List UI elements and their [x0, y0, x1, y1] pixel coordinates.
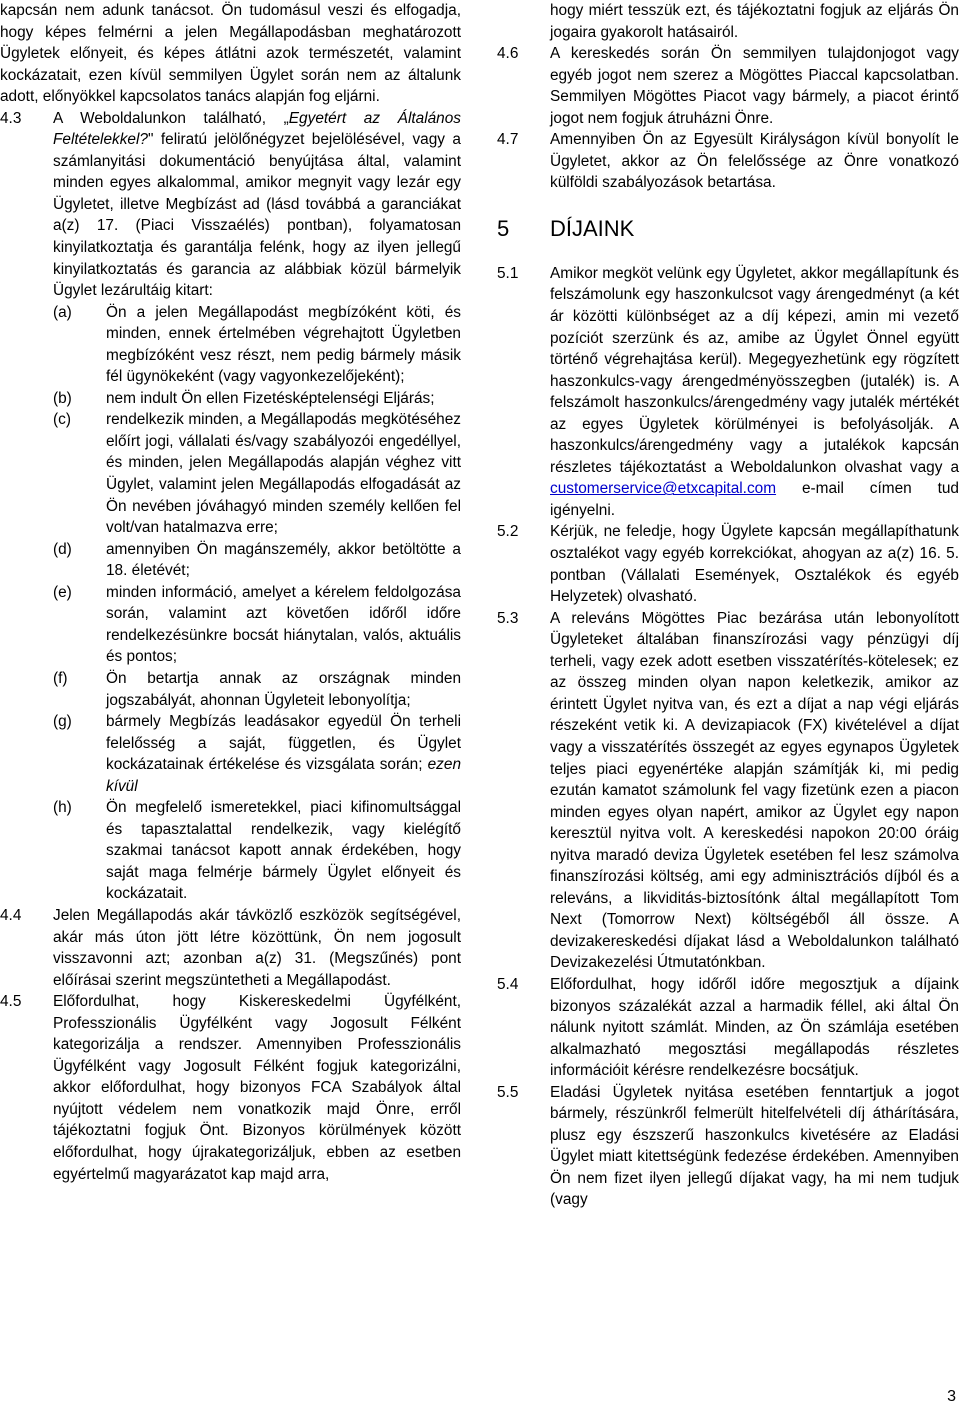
list-item-text: bármely Megbízás leadásakor egyedül Ön terheli felelősség a saját, független, és Ügylet kockázatainak értékelése és vizsgálata során; — [106, 713, 461, 774]
list-item-label: (f) — [53, 669, 68, 687]
section-number: 5.4 — [497, 975, 519, 993]
list-item-text: nem indult Ön ellen Fizetésképtelenségi Eljárás; — [106, 389, 435, 407]
list-item-text: rendelkezik minden, a Megállapodás megkötéséhez előírt jogi, vállalati és/vagy szabályozói engedéllyel, és minden, jelen Megállapodás alapján véghez vitt Ügylet, valamint jelen Megállapodás elfogadását az Ön nevében jóváhagyó minden személy kellően fel volt/van hatalmazva erre; — [106, 411, 461, 537]
warranty-list — [0, 302, 461, 905]
checkbox-label-quote: Egyetért az Általános Feltételekkel? — [53, 109, 461, 149]
section-text-post: " feliratú jelölőnégyzet bejelölésével, vagy a számlanyitási dokumentáció benyújtása által, valamint minden egyes alkalommal, amikor megnyit vagy lezár egy Ügyletet, illetve Megbízást ad (lásd továbbá a garanciákat a(z) 17. (Piaci Visszaélés) pontban), folyamatosan kinyilatkoztatja és garantálja felénk, hogy az ilyen jellegű kinyilatkoztatás és garancia az alábbiak közül bármelyik Ügylet lezárultáig kitart: — [53, 131, 461, 300]
section-5-2 — [497, 521, 959, 607]
list-item-text: minden információ, amelyet a kérelem feldolgozása során, valamint azt követően időről időre rendelkezésünkre bocsát hiánytalan, valós, aktuális és pontos; — [106, 583, 461, 666]
list-item-label: (b) — [53, 389, 72, 407]
section-4-3 — [0, 108, 461, 302]
section-number: 4.5 — [0, 993, 22, 1011]
list-item-text: amennyiben Ön magánszemély, akkor betöltötte a 18. életévét; — [106, 540, 461, 580]
intro-paragraph: kapcsán nem adunk tanácsot. Ön tudomásul veszi és elfogadja, hogy képes felmérni a jelen Megállapodásban meghatározott Ügyletek előnyeit, és képes átlátni azok természetét, valamint kockázatait, ezen kívül semmilyen Ügylet során nem az általunk adott, előnyökkel kapcsolatos tanács alapján fog eljárni. — [0, 2, 461, 106]
section-number: 5.5 — [497, 1083, 519, 1101]
continuation-paragraph: hogy miért tesszük ezt, és tájékoztatni fogjuk az eljárás Ön jogaira gyakorolt hatásairól. — [550, 2, 959, 41]
chapter-title: DÍJAINK — [550, 215, 635, 241]
chapter-number: 5 — [497, 215, 510, 241]
section-text: A releváns Mögöttes Piac bezárása után lebonyolított Ügyleteket általában finanszírozási vagy pénzügyi díj terheli, vagy ezek adott esetben visszatérítés-kötelesek; ez az összeg minden olyan napon keletkezik, amikor az érintett Ügylet nyitva van, és ezt a díjat a nap végi eljárás részeként vetik ki. A devizapiacok (FX) kivételével a díjat vagy a visszatérítés összegét az egyes egynapos Ügyletek teljes piaci egyenértéke alapján számítják ki, mi pedig ezután kamatot számolunk fel vagy fizetünk ezen a piacon minden egyes olyan napért, amikor az Ügylet egy napon keresztül nyitva volt. A kereskedési napokon 20:00 óráig nyitva maradó deviza Ügyletek esetében fel lesz számolva finanszírozási költség, ami egy adminisztrációs díjból és a releváns, a likviditás-biztosítónk által megállapított Tom Next (Tomorrow Next) költségéből áll össze. A devizakereskedési díjakat lásd a Weboldalunkon található Devizakezelési Útmutatónkban. — [550, 609, 959, 972]
right-column — [497, 0, 959, 1211]
section-5-1 — [497, 263, 959, 522]
list-item-text: Ön megfelelő ismeretekkel, piaci kifinomultsággal és tapasztalattal rendelkezik, vagy kielégítő szakmai tanácsot kapott annak érdekében, hogy saját maga felmérje bármely Ügylet előnyeit és kockázatait. — [106, 799, 461, 903]
list-item-label: (e) — [53, 583, 72, 601]
section-text: Jelen Megállapodás akár távközlő eszközök segítségével, akár más úton jött létre közöttünk, Ön nem jogosult visszavonni azt; azonban a(z) 31. (Megszűnés) pont előírásai szerint megszüntetheti a Megállapodást. — [53, 906, 461, 989]
section-text: Amikor megköt velünk egy Ügyletet, akkor megállapítunk és felszámolunk egy haszonkulcsot vagy árengedményt (a két ár közötti különbséget az a díj képezi, amin mi vezető pozíciót szerzünk és az, amibe az Ügylet Önnel együtt történő végrehajtása kerül). Megegyezhetünk egy rögzített haszonkulcs-vagy árengedményösszegben (jutalék) is. A felszámolt haszonkulcs/árengedmény vagy jutalék mértékét az egyes Ügyletek körülményei is befolyásolják. A haszonkulcs/árengedmény vagy a jutalékok kapcsán részletes tájékoztatást a Weboldalunkon olvashat vagy a — [550, 264, 959, 476]
section-number: 4.4 — [0, 906, 22, 924]
section-4-7 — [497, 129, 959, 194]
section-text: A kereskedés során Ön semmilyen tulajdonjogot vagy egyéb jogot nem szerez a Mögöttes Piaccal kapcsolatban. Semmilyen Mögöttes Piacot vagy bármely, a piacot érintő jogot nem fogjuk átruházni Önre. — [550, 45, 959, 127]
list-item — [53, 388, 461, 410]
section-text: Eladási Ügyletek nyitása esetében fenntartjuk a jogot bármely, részünkről felmerült hitelfelvételi díj áthárítására, plusz egy észszerű haszonkulcs kivetésére az Eladási Ügylet miatt kitettségünk fedezése érdekében. Amennyiben Ön nem fizet ilyen jellegű díjakat vagy, ha mi nem tudjuk (vagy — [550, 1083, 959, 1209]
section-4-6 — [497, 43, 959, 129]
list-item-text: Ön a jelen Megállapodást megbízóként köti, és minden, ennek értelmében végrehajtott Ügyletben megbízóként vesz részt, nem pedig bármely másik fél ügynökeként (vagy vagyonkezelőjeként); — [106, 303, 461, 386]
list-item-italic-tail: ezen kívül — [106, 756, 461, 795]
list-item — [53, 409, 461, 538]
list-item-label: (c) — [53, 411, 71, 429]
section-text: Amennyiben Ön az Egyesült Királyságon kívül bonyolít le Ügyletet, akkor az Ön felelőssége az Önre vonatkozó külföldi szabályozások betartása. — [550, 131, 959, 192]
section-text: Előfordulhat, hogy Kiskereskedelmi Ügyfélként, Professzionális Ügyfélként vagy Jogosult Félként kategorizálja a rendszer. Amennyiben Professzionális Ügyfélként vagy Jogosult Félként fogjuk kategorizálni, akkor előfordulhat, hogy bizonyos FCA Szabályok által nyújtott védelem nem vonatkozik majd Önre, erről tájékoztatni fogjuk Önt. Bizonyos körülmények között előfordulhat, hogy újrakategorizáljuk, ebben az esetben egyértelmű magyarázatot kap majd arra, — [53, 993, 461, 1183]
chapter-heading — [497, 214, 959, 244]
section-number: 5.1 — [497, 264, 519, 282]
list-item — [53, 797, 461, 905]
section-text: Kérjük, ne feledje, hogy Ügylete kapcsán megállapíthatunk osztalékot vagy egyéb korrekciókat, ahogyan az a(z) 16. 5. pontban (Vállalati Események, Osztalékok és egyéb Helyzetek) olvasható. — [550, 523, 959, 606]
list-item-label: (a) — [53, 303, 72, 321]
list-item-label: (d) — [53, 540, 72, 558]
section-5-4 — [497, 974, 959, 1082]
section-number: 4.3 — [0, 109, 22, 127]
section-text-pre: A Weboldalunkon található, „ — [53, 109, 289, 127]
section-4-5 — [0, 991, 461, 1185]
list-item-label: (g) — [53, 713, 72, 731]
section-4-4 — [0, 905, 461, 991]
section-number: 4.7 — [497, 131, 519, 149]
section-text-tail: e-mail címen tud igényelni. — [550, 480, 959, 519]
list-item — [53, 302, 461, 388]
section-5-3 — [497, 608, 959, 974]
list-item-text: Ön betartja annak az országnak minden jogszabályát, ahonnan Ügyleteit lebonyolítja; — [106, 669, 461, 709]
section-number: 5.3 — [497, 609, 519, 627]
section-number: 4.6 — [497, 45, 519, 63]
section-5-5 — [497, 1082, 959, 1211]
section-text: Előfordulhat, hogy időről időre megosztjuk a díjaink bizonyos százalékát azzal a harmadik féllel, aki által Ön nálunk nyitott számlát. Minden, az Ön számlája esetében alkalmazható megosztási megállapodás részletes információit kérésre rendelkezésre bocsátjuk. — [550, 975, 959, 1080]
list-item — [53, 711, 461, 797]
list-item-label: (h) — [53, 799, 72, 817]
list-item — [53, 582, 461, 668]
list-item — [53, 668, 461, 711]
page-number: 3 — [947, 1388, 956, 1405]
section-number: 5.2 — [497, 523, 519, 541]
left-column — [0, 0, 461, 1185]
list-item — [53, 539, 461, 582]
customer-service-email-link[interactable]: customerservice@etxcapital.com — [550, 480, 777, 498]
